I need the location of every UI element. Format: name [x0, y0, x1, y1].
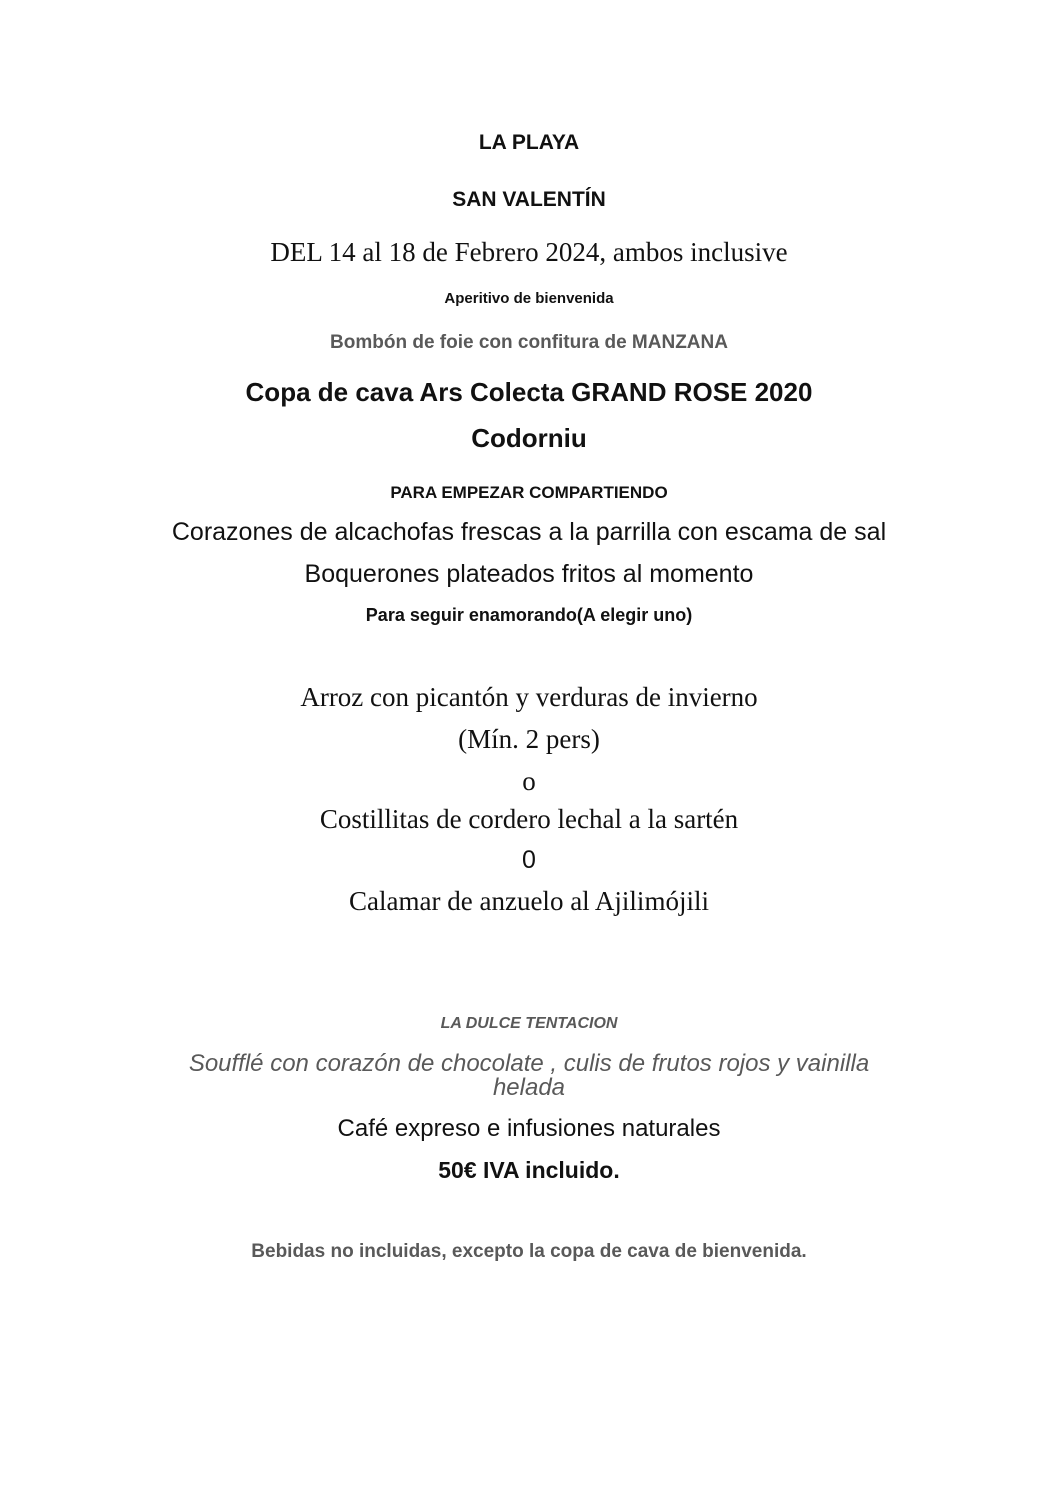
- postre-line-2: helada: [492, 1074, 566, 1101]
- cafe-item: Café expreso e infusiones naturales: [337, 1115, 721, 1142]
- main-course-item: Costillitas de cordero lechal a la sartén: [319, 804, 739, 834]
- price: 50€ IVA incluido.: [438, 1157, 620, 1183]
- empezar-heading: PARA EMPEZAR COMPARTIENDO: [390, 483, 668, 502]
- separator-o: o: [522, 766, 536, 796]
- cava-line-2: Codorniu: [471, 423, 587, 453]
- seguir-heading: Para seguir enamorando(A elegir uno): [365, 605, 693, 625]
- restaurant-name: LA PLAYA: [478, 131, 580, 154]
- drinks-note: Bebidas no incluidas, excepto la copa de cava de bienvenida.: [251, 1241, 807, 1262]
- aperitivo-item: Bombón de foie con confitura de MANZANA: [330, 332, 728, 353]
- separator-zero: 0: [522, 846, 536, 874]
- postre-heading: LA DULCE TENTACION: [440, 1015, 618, 1032]
- main-course-note: (Mín. 2 pers): [458, 724, 600, 754]
- empezar-item: Corazones de alcachofas frescas a la parrilla con escama de sal: [171, 518, 887, 546]
- main-course-item: Calamar de anzuelo al Ajilimójili: [349, 886, 709, 916]
- aperitivo-heading: Aperitivo de bienvenida: [444, 290, 614, 307]
- cava-line-1: Copa de cava Ars Colecta GRAND ROSE 2020: [245, 377, 813, 407]
- empezar-item: Boquerones plateados fritos al momento: [304, 560, 754, 588]
- main-course-item: Arroz con picantón y verduras de invierno: [300, 682, 758, 712]
- postre-line-1: Soufflé con corazón de chocolate , culis de frutos rojos y vainilla: [188, 1050, 870, 1077]
- event-dates: DEL 14 al 18 de Febrero 2024, ambos inclusive: [270, 237, 788, 267]
- event-title: SAN VALENTÍN: [452, 188, 606, 211]
